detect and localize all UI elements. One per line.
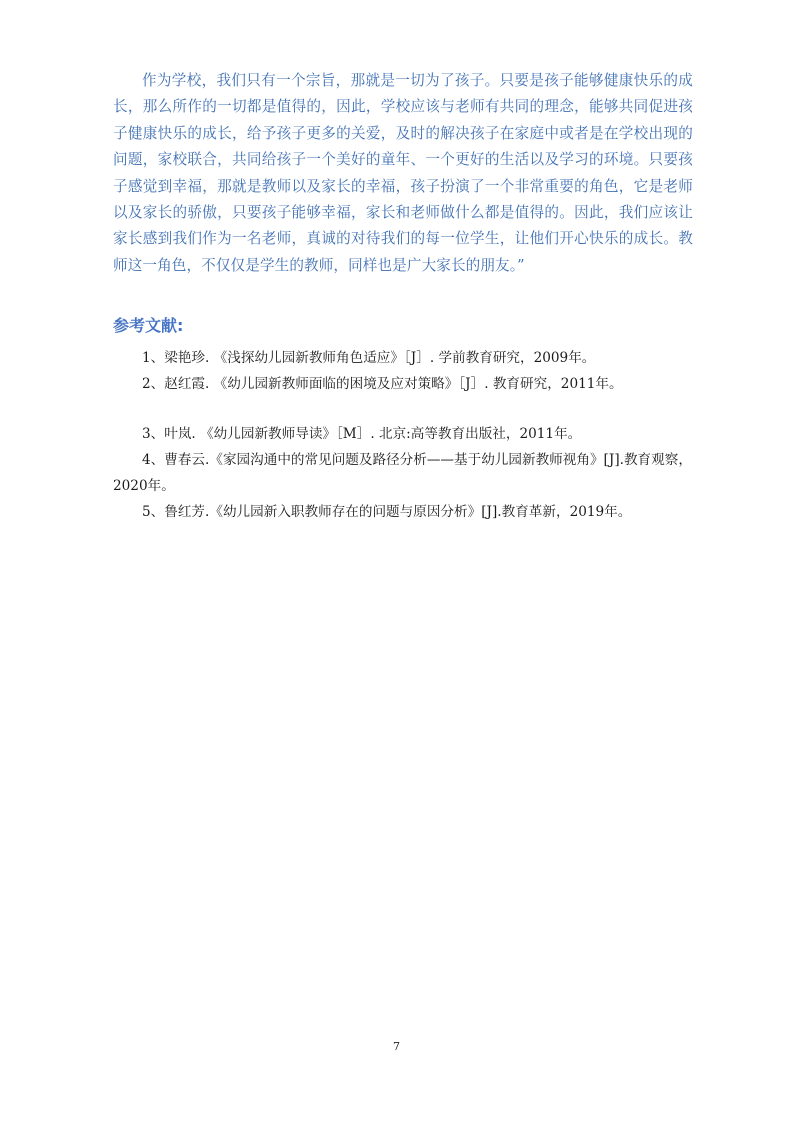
references-list (113, 345, 693, 525)
reference-item-3: 3、叶岚. 《幼儿园新教师导读》［M］. 北京:高等教育出版社，2011年。 (142, 426, 582, 442)
reference-item-5: 5、鲁红芳.《幼儿园新入职教师存在的问题与原因分析》[J].教育革新，2019年。 (142, 504, 632, 520)
reference-item-1: 1、梁艳珍. 《浅探幼儿园新教师角色适应》［J］. 学前教育研究，2009年。 (142, 350, 596, 366)
references-heading: 参考文献: (113, 316, 184, 335)
body-paragraph: 作为学校，我们只有一个宗旨，那就是一切为了孩子。只要是孩子能够健康快乐的成长，那么所作的一切都是值得的，因此，学校应该与老师有共同的理念，能够共同促进孩子健康快乐的成长，给予孩子更多的关爱，及时的解决孩子在家庭中或者是在学校出现的问题，家校联合，共同给孩子一个美好的童年、一个更好的生活以及学习的环境。只要孩子感觉到幸福，那就是教师以及家长的幸福，孩子扮演了一个非常重要的角色，它是老师以及家长的骄傲，只要孩子能够幸福，家长和老师做什么都是值得的。因此，我们应该让家长感到我们作为一名老师，真诚的对待我们的每一位学生，让他们开心快乐的成长。教师这一角色，不仅仅是学生的教师，同样也是广大家长的朋友。” (113, 72, 693, 274)
reference-item-4: 4、曹春云.《家园沟通中的常见问题及路径分析——基于幼儿园新教师视角》[J].教育观察，2020年。 (113, 452, 692, 494)
reference-item-2: 2、赵红霞. 《幼儿园新教师面临的困境及应对策略》［J］. 教育研究，2011年。 (142, 376, 623, 392)
page-number: 7 (393, 1040, 400, 1053)
